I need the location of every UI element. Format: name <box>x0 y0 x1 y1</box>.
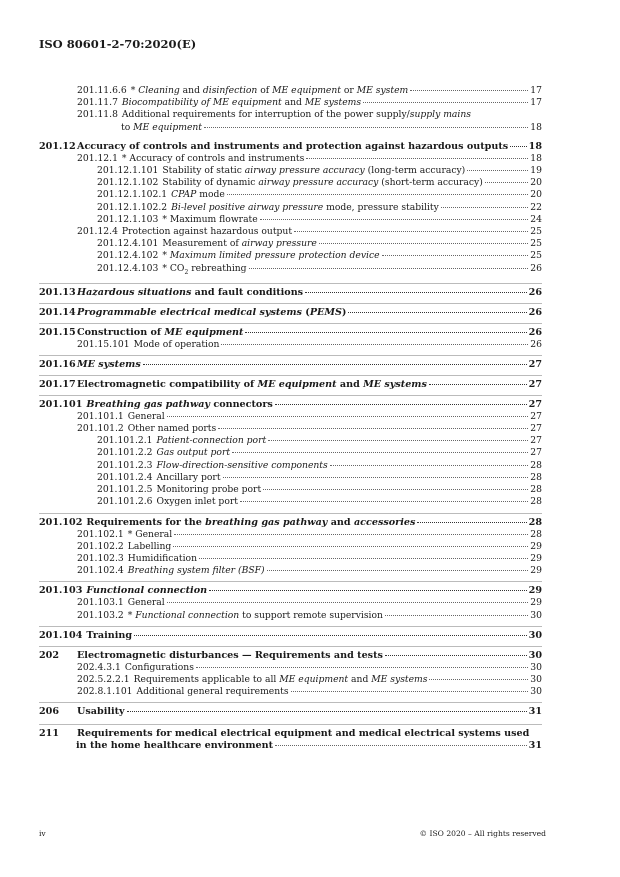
toc-entry-title: * $CO_2$ rebreathing <box>162 262 247 276</box>
toc-entry[interactable] <box>39 529 542 541</box>
toc-entry-number: 201.102 <box>39 516 83 528</box>
toc-entry-title: Mode of operation <box>133 338 220 350</box>
toc-entry-title: Electromagnetic disturbances — Requirements and tests <box>77 649 383 661</box>
toc-entry[interactable] <box>39 646 542 662</box>
dot-leader <box>143 364 527 365</box>
toc-entry[interactable] <box>39 214 542 226</box>
toc-entry-number: 201.101.2 <box>77 423 124 435</box>
toc-entry-title: * Maximum flowrate <box>162 213 258 225</box>
copyright-notice: © ISO 2020 – All rights reserved <box>419 829 546 838</box>
dot-leader <box>510 146 526 147</box>
dot-leader <box>167 602 529 603</box>
dot-leader <box>209 590 527 591</box>
toc-page-number: 31 <box>528 706 542 718</box>
toc-page-number: 29 <box>530 552 542 564</box>
dot-leader <box>330 465 529 466</box>
toc-entry-number: 201.11.8 <box>77 109 118 121</box>
toc-page-number: 19 <box>530 165 542 177</box>
toc-entry-title: Construction of ME equipment <box>77 326 244 338</box>
dot-leader <box>319 243 528 244</box>
toc-page-number: 29 <box>530 565 542 577</box>
toc-entry[interactable] <box>39 189 542 201</box>
toc-entry-number: 201.17 <box>39 378 76 390</box>
toc-entry-number: 201.12.1 <box>77 152 118 164</box>
toc-entry-title: Accuracy of controls and instruments and protection against hazardous outputs <box>77 140 509 152</box>
toc-entry-title: Stability of dynamic airway pressure accuracy (short-term accuracy) <box>162 177 483 189</box>
toc-entry[interactable] <box>39 686 542 698</box>
toc-entry-number: 202.5.2.2.1 <box>77 673 130 685</box>
dot-leader <box>294 231 528 232</box>
toc-entry[interactable] <box>39 565 542 577</box>
page-footer <box>39 829 546 838</box>
dot-leader <box>199 558 528 559</box>
toc-entry-title: Flow-direction-sensitive components <box>156 459 328 471</box>
toc-page-number: 25 <box>530 250 542 262</box>
dot-leader <box>196 667 528 668</box>
toc-entry-title: Requirements for the breathing gas pathway and accessories <box>86 516 416 528</box>
toc-entry-number: 201.12 <box>39 140 76 152</box>
dot-leader <box>221 344 528 345</box>
toc-entry-number: 201.11.7 <box>77 97 118 109</box>
toc-entry-title: Programmable electrical medical systems (PEMS) <box>77 306 347 318</box>
dot-leader <box>385 615 528 616</box>
toc-entry[interactable] <box>39 610 542 622</box>
toc-page-number: 26 <box>528 286 542 298</box>
toc-entry[interactable] <box>39 435 542 447</box>
toc-page-number: 29 <box>530 540 542 552</box>
dot-leader <box>227 194 528 195</box>
dot-leader <box>223 477 529 478</box>
toc-entry[interactable] <box>39 484 542 496</box>
toc-page-number: 25 <box>530 238 542 250</box>
toc-entry-number: 202 <box>39 649 60 661</box>
toc-page-number: 27 <box>530 410 542 422</box>
toc-entry-title: Electromagnetic compatibility of ME equipment and ME systems <box>77 378 427 390</box>
toc-entry-number: 201.101.2.3 <box>97 459 153 471</box>
toc-page-number: 27 <box>528 398 542 410</box>
toc-entry-title: * Cleaning and disinfection of ME equipment or ME system <box>130 85 409 96</box>
toc-page-number: 30 <box>528 629 542 641</box>
toc-entry[interactable] <box>39 395 542 411</box>
toc-entry[interactable] <box>39 138 542 153</box>
toc-entry-title: ME systems <box>77 358 141 370</box>
toc-entry[interactable] <box>39 109 542 121</box>
toc-entry-number: 201.15 <box>39 326 76 338</box>
toc-page-number: 17 <box>530 97 542 109</box>
toc-entry[interactable] <box>39 423 542 435</box>
toc-entry-number: 201.102.3 <box>77 552 124 564</box>
dot-leader <box>429 384 527 385</box>
document-header: ISO 80601-2-70:2020(E) <box>39 37 197 51</box>
toc-entry[interactable] <box>39 662 542 674</box>
toc-entry[interactable] <box>39 153 542 165</box>
toc-page-number: 20 <box>530 177 542 189</box>
toc-entry-title: Hazardous situations and fault conditions <box>77 286 304 298</box>
toc-entry-number: 201.101.2.1 <box>97 435 153 447</box>
toc-entry-number: 201.12.1.102.1 <box>97 189 168 201</box>
dot-leader <box>417 522 526 523</box>
toc-page-number: 28 <box>530 484 542 496</box>
toc-entry-number: 201.102.1 <box>77 528 124 540</box>
toc-entry-title: * Accuracy of controls and instruments <box>121 152 305 164</box>
toc-page-number: 18 <box>530 152 542 164</box>
dot-leader <box>232 452 528 453</box>
toc-entry-title: Requirements applicable to all ME equipment and ME systems <box>133 673 428 685</box>
toc-entry-number: 201.101.2.5 <box>97 484 153 496</box>
toc-entry-number: 201.12.4.103 <box>97 262 159 274</box>
toc-entry-number: 201.101 <box>39 398 83 410</box>
toc-entry-title: Monitoring probe port <box>156 484 262 496</box>
toc-entry-number: 201.13 <box>39 286 76 298</box>
toc-entry[interactable] <box>39 496 542 508</box>
toc-entry-number: 201.102.2 <box>77 540 124 552</box>
toc-entry-title: Oxygen inlet port <box>156 496 238 508</box>
dot-leader <box>267 570 529 571</box>
toc-entry-title: Ancillary port <box>156 471 221 483</box>
toc-entry[interactable] <box>39 740 542 752</box>
toc-entry-title: Functional connection <box>86 585 208 597</box>
toc-entry-title: CPAP mode <box>171 189 225 201</box>
toc-entry[interactable] <box>39 303 542 319</box>
toc-page-number: 30 <box>530 609 542 621</box>
toc-page-number: 29 <box>528 585 542 597</box>
dot-leader <box>240 501 528 502</box>
toc-entry-number: 201.11.6.6 <box>77 85 127 96</box>
toc-entry[interactable] <box>39 581 542 597</box>
dot-leader <box>245 332 526 333</box>
toc-entry-number: 201.15.101 <box>77 338 130 350</box>
toc-entry-title: * Functional connection to support remote supervision <box>127 609 383 621</box>
toc-entry-title: General <box>127 410 165 422</box>
toc-page-number: 28 <box>528 516 542 528</box>
toc-entry-number: 201.101.2.4 <box>97 471 153 483</box>
dot-leader <box>410 90 528 91</box>
page-number: iv <box>39 829 46 838</box>
toc-page-number: 27 <box>528 378 542 390</box>
toc-entry[interactable] <box>39 674 542 686</box>
toc-entry[interactable] <box>39 541 542 553</box>
dot-leader <box>127 711 527 712</box>
toc-page-number: 27 <box>530 423 542 435</box>
dot-leader <box>363 102 528 103</box>
dot-leader <box>485 182 528 183</box>
toc-entry-title: Protection against hazardous output <box>121 226 293 238</box>
toc-page-number: 26 <box>530 262 542 274</box>
toc-entry-number: 211 <box>39 728 60 740</box>
dot-leader <box>249 268 529 269</box>
toc-entry-number: 202.4.3.1 <box>77 661 121 673</box>
dot-leader <box>385 655 527 656</box>
toc-page-number: 27 <box>528 358 542 370</box>
toc-page-number: 22 <box>530 201 542 213</box>
toc-page-number: 17 <box>530 85 542 96</box>
dot-leader <box>134 635 527 636</box>
toc-entry-number: 201.103 <box>39 585 83 597</box>
toc-entry[interactable] <box>39 238 542 250</box>
toc-entry[interactable] <box>39 165 542 177</box>
toc-entry[interactable] <box>39 177 542 189</box>
toc-entry-title: Additional requirements for interruption of the power supply/supply mains <box>121 109 471 121</box>
toc-entry-number: 201.12.1.103 <box>97 213 159 225</box>
toc-entry-title: in the home healthcare environment <box>76 740 274 752</box>
toc-entry-number: 201.12.1.102 <box>97 177 159 189</box>
dot-leader <box>291 691 529 692</box>
toc-entry-title: to ME equipment <box>121 121 203 133</box>
toc-entry[interactable] <box>39 447 542 459</box>
toc-entry-number: 201.101.2.2 <box>97 447 153 459</box>
toc-page-number: 24 <box>530 213 542 225</box>
toc-entry[interactable] <box>39 339 542 351</box>
toc-entry-number: 201.101.1 <box>77 410 124 422</box>
toc-entry-title: Requirements for medical electrical equipment and medical electrical systems used <box>77 728 530 740</box>
dot-leader <box>348 312 526 313</box>
toc-entry[interactable] <box>39 597 542 609</box>
toc-entry-number: 201.14 <box>39 306 76 318</box>
toc-page-number: 26 <box>528 306 542 318</box>
toc-entry-number: 201.102.4 <box>77 565 124 577</box>
toc-entry-number: 201.103.2 <box>77 609 124 621</box>
toc-page-number: 30 <box>530 661 542 673</box>
table-of-contents <box>39 85 542 753</box>
toc-entry[interactable] <box>39 202 542 214</box>
dot-leader <box>306 158 528 159</box>
toc-entry[interactable] <box>39 702 542 718</box>
toc-entry-title: Biocompatibility of ME equipment and ME systems <box>121 97 362 109</box>
dot-leader <box>305 292 527 293</box>
toc-entry-title: Breathing system filter (BSF) <box>127 565 265 577</box>
toc-entry-number: 206 <box>39 706 60 718</box>
toc-page-number: 29 <box>530 597 542 609</box>
toc-entry-number: 201.103.1 <box>77 597 124 609</box>
toc-entry-title: Patient-connection port <box>156 435 267 447</box>
toc-entry-title: * Maximum limited pressure protection device <box>162 250 380 262</box>
dot-leader <box>275 745 527 746</box>
toc-page-number: 20 <box>530 189 542 201</box>
toc-page-number: 31 <box>528 740 542 752</box>
toc-entry[interactable] <box>39 553 542 565</box>
toc-page-number: 18 <box>530 121 542 133</box>
toc-entry-number: 201.101.2.6 <box>97 496 153 508</box>
dot-leader <box>429 679 528 680</box>
toc-entry[interactable] <box>39 122 542 134</box>
toc-entry-number: 201.12.4.101 <box>97 238 159 250</box>
dot-leader <box>263 489 528 490</box>
dot-leader <box>174 534 528 535</box>
toc-entry-title: Configurations <box>124 661 194 673</box>
toc-entry-title: Other named ports <box>127 423 217 435</box>
toc-entry[interactable] <box>39 375 542 391</box>
toc-page-number: 28 <box>530 528 542 540</box>
toc-page-number: 18 <box>528 140 542 152</box>
dot-leader <box>382 255 529 256</box>
toc-entry-title: Additional general requirements <box>136 686 289 698</box>
toc-entry[interactable] <box>39 263 542 279</box>
toc-page-number: 30 <box>530 686 542 698</box>
toc-page-number: 27 <box>530 435 542 447</box>
toc-entry[interactable] <box>39 411 542 423</box>
dot-leader <box>204 127 528 128</box>
toc-entry-title: Humidification <box>127 552 197 564</box>
toc-entry-number: 202.8.1.101 <box>77 686 133 698</box>
toc-entry[interactable] <box>39 355 542 371</box>
toc-entry-number: 201.16 <box>39 358 76 370</box>
toc-page-number: 30 <box>528 649 542 661</box>
toc-entry-title: * General <box>127 528 173 540</box>
toc-page-number: 26 <box>528 326 542 338</box>
toc-entry-number: 201.104 <box>39 629 83 641</box>
toc-entry[interactable] <box>39 472 542 484</box>
toc-entry-number: 201.12.4.102 <box>97 250 159 262</box>
toc-page-number: 26 <box>530 338 542 350</box>
toc-entry[interactable] <box>39 323 542 339</box>
toc-entry[interactable] <box>39 97 542 109</box>
dot-leader <box>441 207 529 208</box>
toc-page-number: 28 <box>530 496 542 508</box>
toc-entry-title: Breathing gas pathway connectors <box>86 398 273 410</box>
toc-entry-title: Training <box>86 629 133 641</box>
toc-entry-title: Stability of static airway pressure accuracy (long-term accuracy) <box>162 165 466 177</box>
toc-entry[interactable] <box>39 513 542 529</box>
dot-leader <box>275 404 527 405</box>
toc-entry-number: 201.12.4 <box>77 226 118 238</box>
toc-entry-number: 201.12.1.101 <box>97 165 159 177</box>
toc-entry-title: General <box>127 597 165 609</box>
toc-entry-title: Bi-level positive airway pressure mode, pressure stability <box>171 201 439 213</box>
toc-entry[interactable] <box>39 226 542 238</box>
dot-leader <box>218 428 528 429</box>
toc-page-number: 28 <box>530 459 542 471</box>
toc-entry[interactable] <box>39 283 542 299</box>
toc-entry[interactable] <box>39 250 542 262</box>
toc-entry[interactable] <box>39 85 542 97</box>
toc-page-number: 27 <box>530 447 542 459</box>
toc-entry[interactable] <box>39 460 542 472</box>
dot-leader <box>268 440 528 441</box>
toc-entry-title: Measurement of airway pressure <box>162 238 317 250</box>
toc-page-number: 25 <box>530 226 542 238</box>
toc-entry-title: Usability <box>77 706 125 718</box>
toc-entry[interactable] <box>39 626 542 642</box>
toc-page-number: 30 <box>530 673 542 685</box>
toc-entry[interactable] <box>39 724 542 740</box>
dot-leader <box>173 546 528 547</box>
toc-entry-title: Labelling <box>127 540 172 552</box>
dot-leader <box>260 219 529 220</box>
dot-leader <box>467 170 528 171</box>
toc-entry-number: 201.12.1.102.2 <box>97 201 168 213</box>
toc-entry-title: Gas output port <box>156 447 231 459</box>
dot-leader <box>167 416 529 417</box>
toc-page-number: 28 <box>530 471 542 483</box>
